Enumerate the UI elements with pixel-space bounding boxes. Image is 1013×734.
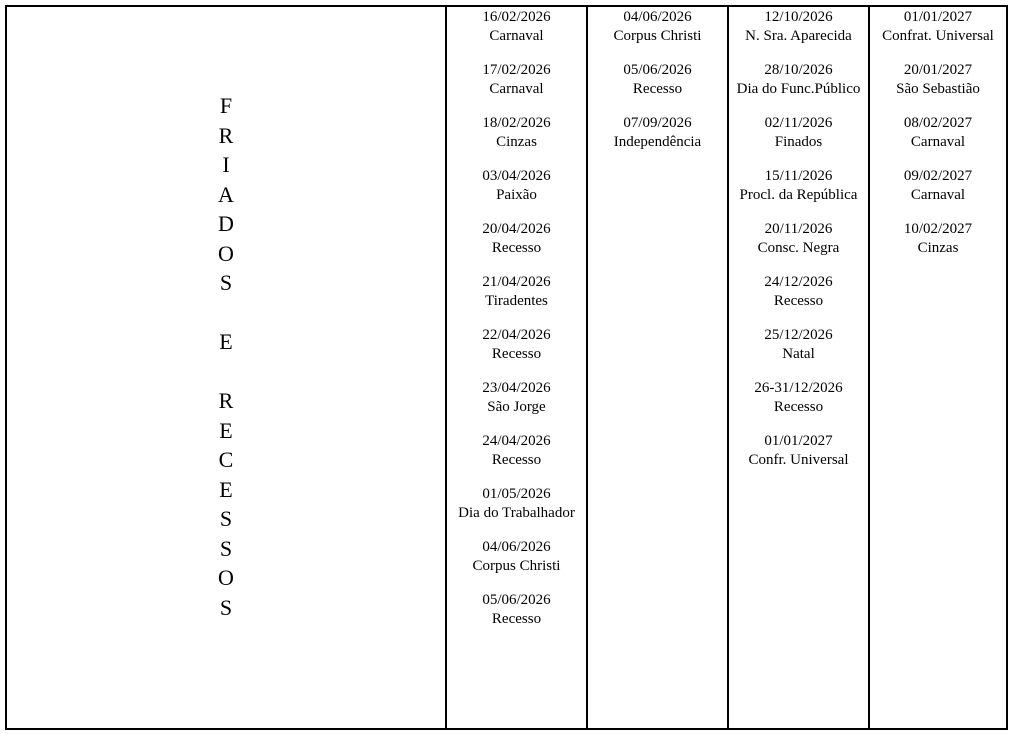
holiday-entry: [729, 167, 868, 220]
holiday-date: 23/04/2026: [482, 380, 551, 396]
label-letter: E: [219, 417, 233, 443]
holiday-date: 01/01/2027: [903, 9, 973, 25]
holiday-date: 18/02/2026: [482, 115, 551, 131]
label-letter: S: [219, 594, 233, 620]
holiday-date: 08/02/2027: [903, 115, 973, 131]
label-letter: S: [219, 535, 233, 561]
holiday-date: 10/02/2027: [903, 221, 973, 237]
column-1: [445, 7, 586, 728]
holiday-name: Recesso: [491, 452, 542, 468]
holiday-date: 03/04/2026: [482, 168, 551, 184]
label-letter: [208, 357, 244, 387]
label-letter: S: [219, 506, 233, 531]
holiday-entry: [447, 114, 586, 167]
holiday-date: 04/06/2026: [623, 9, 692, 25]
holiday-name: Carnaval: [910, 187, 966, 203]
label-letter: E: [219, 476, 233, 502]
holiday-name: Procl. da República: [739, 187, 858, 203]
holiday-name: Cinzas: [496, 134, 537, 150]
holiday-entry: [447, 432, 586, 485]
label-letter: O: [218, 240, 234, 266]
holiday-name: Carnaval: [489, 28, 544, 44]
label-cell: [7, 7, 445, 728]
label-letter: O: [218, 565, 234, 590]
label-letter: F: [219, 93, 233, 118]
holiday-date: 01/01/2027: [764, 433, 833, 449]
holiday-date: 21/04/2026: [482, 274, 551, 290]
holiday-name: Natal: [782, 346, 815, 362]
holiday-name: Recesso: [491, 611, 542, 627]
holiday-date: 28/10/2026: [764, 62, 833, 78]
holiday-entry: [447, 379, 586, 432]
holiday-name: N. Sra. Aparecida: [745, 28, 852, 44]
holiday-entry: [588, 61, 727, 114]
holiday-entry: [870, 220, 1006, 273]
holiday-name: Corpus Christi: [472, 558, 561, 574]
label-letter: E: [219, 329, 233, 354]
holiday-date: 20/01/2027: [903, 62, 973, 78]
holiday-date: 05/06/2026: [623, 62, 692, 78]
label-letter: S: [219, 270, 233, 295]
holiday-entry: [588, 114, 727, 167]
holiday-entry: [870, 114, 1006, 167]
holiday-entry: [870, 8, 1006, 61]
holiday-entry: [729, 114, 868, 167]
holiday-entry: [870, 167, 1006, 220]
holiday-date: 09/02/2027: [903, 168, 973, 184]
label-letter: I: [222, 152, 230, 177]
holiday-name: Recesso: [491, 240, 542, 256]
holiday-entry: [447, 591, 586, 644]
holiday-name: Recesso: [773, 399, 824, 415]
holiday-name: São Jorge: [487, 399, 546, 415]
label-letter: A: [218, 181, 234, 207]
holiday-date: 20/11/2026: [764, 221, 833, 237]
holiday-table: [5, 5, 1008, 730]
holiday-entry: [447, 538, 586, 591]
holiday-date: 17/02/2026: [482, 62, 551, 78]
vertical-label-feriados-e-recessos: [208, 91, 244, 622]
holiday-name: Tiradentes: [485, 293, 548, 309]
holiday-date: 04/06/2026: [482, 539, 551, 555]
holiday-name: Finados: [774, 134, 823, 150]
column-4: [868, 7, 1006, 728]
holiday-entry: [729, 220, 868, 273]
holiday-date: 01/05/2026: [482, 486, 551, 502]
holiday-name: Carnaval: [910, 134, 966, 150]
holiday-entry: [588, 8, 727, 61]
holiday-date: 25/12/2026: [764, 327, 833, 343]
holiday-date: 05/06/2026: [482, 592, 551, 608]
holiday-date: 15/11/2026: [764, 168, 833, 184]
holiday-name: Cinzas: [917, 240, 959, 256]
holiday-entry: [729, 61, 868, 114]
holiday-name: Confrat. Universal: [882, 28, 994, 44]
holiday-name: São Sebastião: [896, 81, 980, 97]
holiday-name: Corpus Christi: [613, 28, 702, 44]
label-letter: C: [218, 447, 234, 472]
column-2: [586, 7, 727, 728]
holiday-date: 16/02/2026: [482, 9, 551, 25]
holiday-entry: [447, 485, 586, 538]
holiday-name: Dia do Trabalhador: [458, 505, 575, 521]
holiday-date: 22/04/2026: [482, 327, 551, 343]
holiday-entry: [447, 8, 586, 61]
holiday-date: 24/12/2026: [764, 274, 833, 290]
holiday-entry: [729, 273, 868, 326]
holiday-entry: [729, 326, 868, 379]
holiday-entry: [729, 8, 868, 61]
label-letter: [208, 298, 244, 328]
holiday-entry: [870, 61, 1006, 114]
holiday-name: Recesso: [773, 293, 824, 309]
holiday-date: 24/04/2026: [482, 433, 551, 449]
holiday-entry: [447, 167, 586, 220]
holiday-name: Dia do Func.Público: [736, 81, 861, 97]
column-3: [727, 7, 868, 728]
holiday-name: Recesso: [632, 81, 683, 97]
label-letter: R: [218, 388, 234, 413]
holiday-name: Consc. Negra: [757, 240, 840, 256]
holiday-entry: [729, 379, 868, 432]
label-letter: R: [218, 122, 234, 148]
holiday-entry: [729, 432, 868, 485]
holiday-entry: [447, 61, 586, 114]
holiday-date: 02/11/2026: [764, 115, 833, 131]
holiday-entry: [447, 220, 586, 273]
holiday-date: 07/09/2026: [623, 115, 692, 131]
holiday-name: Independência: [613, 134, 702, 150]
holiday-date: 12/10/2026: [764, 9, 833, 25]
holiday-entry: [447, 273, 586, 326]
holiday-date: 20/04/2026: [482, 221, 551, 237]
holiday-name: Recesso: [491, 346, 542, 362]
holiday-name: Carnaval: [489, 81, 544, 97]
holiday-name: Paixão: [496, 187, 537, 203]
holiday-entry: [447, 326, 586, 379]
holiday-name: Confr. Universal: [748, 452, 849, 468]
holiday-date: 26-31/12/2026: [754, 380, 843, 396]
label-letter: D: [218, 211, 234, 236]
